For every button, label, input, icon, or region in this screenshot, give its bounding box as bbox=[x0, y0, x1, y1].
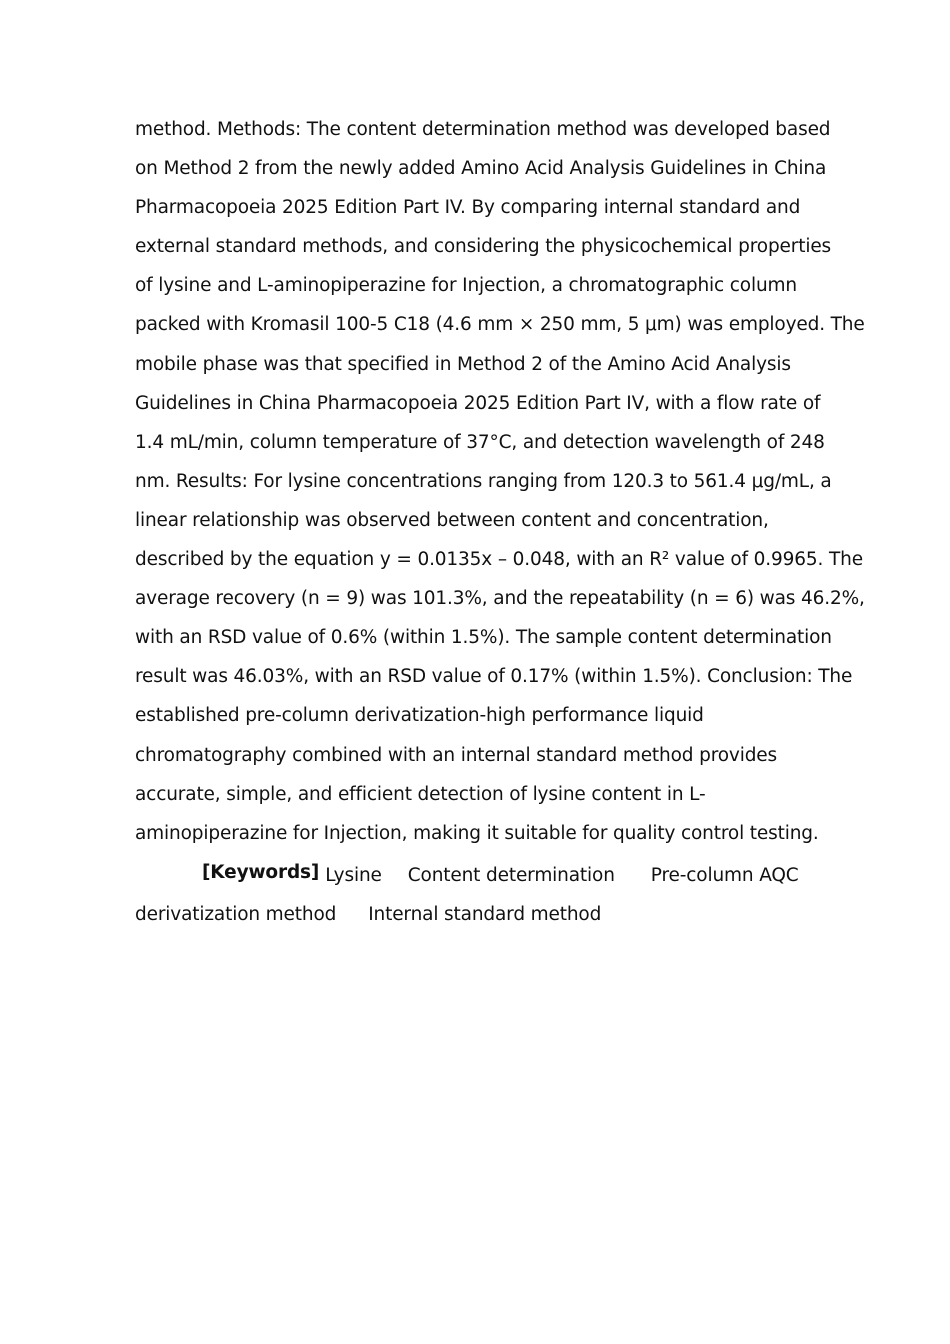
keywords-line bbox=[135, 895, 825, 934]
keyword-item: derivatization method bbox=[135, 904, 337, 925]
abstract-line: method. Methods: The content determination method was developed based bbox=[135, 119, 831, 140]
abstract-line: described by the equation y = 0.0135x – 0.048, with an R² value of 0.9965. The bbox=[135, 549, 863, 571]
keyword-item: Content determination bbox=[407, 865, 615, 886]
abstract-line: result was 46.03%, with an RSD value of 0.17% (within 1.5%). Conclusion: The bbox=[135, 666, 853, 688]
abstract-line: on Method 2 from the newly added Amino Acid Analysis Guidelines in China bbox=[135, 158, 827, 180]
abstract-line: Guidelines in China Pharmacopoeia 2025 Edition Part IV, with a flow rate of bbox=[135, 392, 821, 414]
keywords-line bbox=[135, 856, 825, 895]
abstract-paragraph bbox=[135, 110, 865, 853]
abstract-line: average recovery (n = 9) was 101.3%, and the repeatability (n = 6) was 46.2%, bbox=[135, 588, 865, 610]
keyword-item: Lysine bbox=[325, 865, 382, 886]
abstract-line: of lysine and L-aminopiperazine for Injection, a chromatographic column bbox=[135, 275, 797, 297]
abstract-line: established pre-column derivatization-high performance liquid bbox=[135, 705, 704, 727]
abstract-line: 1.4 mL/min, column temperature of 37°C, and detection wavelength of 248 bbox=[135, 431, 825, 453]
abstract-line: external standard methods, and considering the physicochemical properties bbox=[135, 236, 832, 258]
abstract-line: chromatography combined with an internal standard method provides bbox=[135, 744, 778, 766]
keyword-item: Pre-column AQC bbox=[650, 865, 799, 886]
abstract-line: aminopiperazine for Injection, making it suitable for quality control testing. bbox=[135, 822, 819, 844]
keywords-label: [Keywords] bbox=[202, 862, 320, 883]
abstract-line: with an RSD value of 0.6% (within 1.5%). The sample content determination bbox=[135, 627, 832, 649]
abstract-line: packed with Kromasil 100-5 C18 (4.6 mm × 250 mm, 5 μm) was employed. The bbox=[135, 314, 865, 336]
abstract-line: mobile phase was that specified in Method 2 of the Amino Acid Analysis bbox=[135, 353, 791, 375]
abstract-line: accurate, simple, and efficient detection of lysine content in L- bbox=[135, 783, 706, 805]
abstract-line: nm. Results: For lysine concentrations ranging from 120.3 to 561.4 μg/mL, a bbox=[135, 470, 832, 492]
keyword-item: Internal standard method bbox=[368, 904, 602, 925]
abstract-line: linear relationship was observed between content and concentration, bbox=[135, 509, 769, 531]
abstract-line: Pharmacopoeia 2025 Edition Part IV. By comparing internal standard and bbox=[135, 197, 801, 219]
keywords-section bbox=[135, 856, 825, 934]
